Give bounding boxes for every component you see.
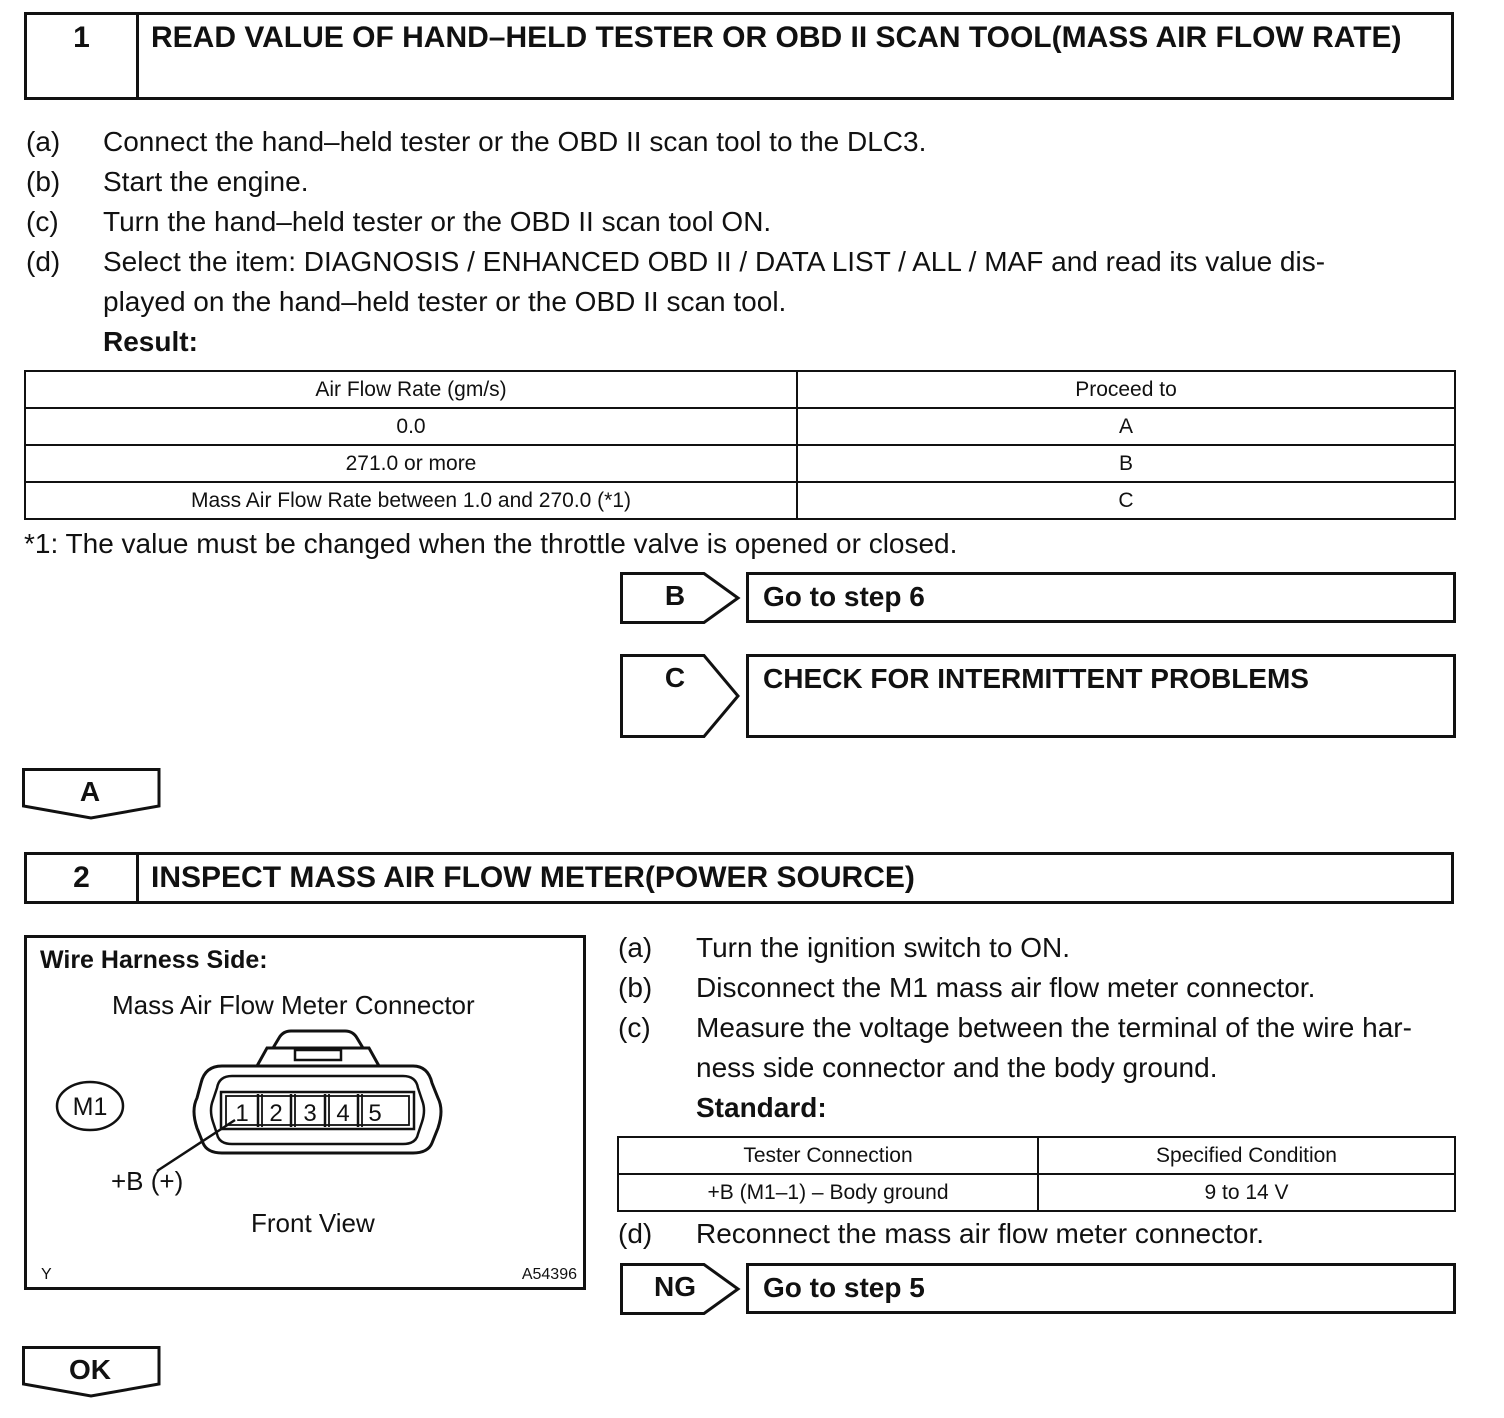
table-header-row: [618, 1137, 1455, 1174]
instruction-label: (d): [26, 246, 61, 277]
figure-corner-left: Y: [41, 1266, 52, 1283]
outcome-b-code: B: [664, 580, 686, 611]
instruction-text: Turn the hand–held tester or the OBD II scan tool ON.: [103, 206, 772, 237]
continue-ok-code[interactable]: OK: [69, 1354, 111, 1385]
instruction-label: (b): [618, 972, 653, 1003]
pin-function-label: +B (+): [111, 1166, 184, 1196]
instruction-label: (a): [618, 932, 653, 963]
table-cell: C: [797, 482, 1455, 519]
standard-label: Standard:: [696, 1092, 827, 1123]
instruction-text-continued: played on the hand–held tester or the OBD II scan tool.: [103, 286, 787, 317]
view-label: Front View: [251, 1208, 375, 1238]
outcome-ng-action[interactable]: Go to step 5: [746, 1263, 1456, 1314]
step2-number: 2: [27, 855, 139, 901]
standard-table: [617, 1136, 1456, 1212]
result-table: [24, 370, 1456, 520]
instruction-label: (d): [618, 1218, 653, 1249]
step1-number: 1: [27, 15, 139, 97]
step1-instruction-b: [26, 162, 1466, 202]
table-cell: +B (M1–1) – Body ground: [618, 1174, 1038, 1211]
step2-instruction-d: [618, 1214, 1468, 1254]
table-cell: 0.0: [25, 408, 797, 445]
figure-heading: Wire Harness Side:: [40, 946, 268, 974]
step1-instruction-d: [26, 242, 1476, 322]
step1-header: [24, 12, 1454, 100]
step1-instruction-a: [26, 122, 1466, 162]
continue-a-code[interactable]: A: [79, 776, 101, 807]
step2-instruction-a: [618, 928, 1468, 968]
footnote: *1: The value must be changed when the throttle valve is opened or closed.: [24, 528, 958, 559]
table-row: [25, 445, 1455, 482]
table-header-cell: Specified Condition: [1038, 1137, 1455, 1174]
result-label: Result:: [103, 326, 198, 357]
instruction-label: (a): [26, 126, 61, 157]
step2-title: INSPECT MASS AIR FLOW METER(POWER SOURCE): [151, 861, 915, 894]
connector-figure: [24, 935, 586, 1290]
instruction-text: Reconnect the mass air flow meter connector.: [696, 1218, 1265, 1249]
table-header-cell: Proceed to: [797, 371, 1455, 408]
instruction-text: Measure the voltage between the terminal of the wire har-: [696, 1012, 1412, 1043]
table-header-row: [25, 371, 1455, 408]
pin-label: 2: [269, 1100, 283, 1127]
outcome-c-code: C: [664, 662, 686, 693]
instruction-text: Turn the ignition switch to ON.: [696, 932, 1071, 963]
table-cell: 9 to 14 V: [1038, 1174, 1455, 1211]
table-cell: B: [797, 445, 1455, 482]
figure-code: A54396: [521, 1266, 577, 1283]
step1-instruction-c: [26, 202, 1466, 242]
outcome-b-action[interactable]: Go to step 6: [746, 572, 1456, 623]
instruction-text: Start the engine.: [103, 166, 309, 197]
outcome-c-action[interactable]: CHECK FOR INTERMITTENT PROBLEMS: [746, 654, 1456, 738]
table-row: [618, 1174, 1455, 1211]
pin-label: 1: [235, 1100, 249, 1127]
instruction-text: Select the item: DIAGNOSIS / ENHANCED OBD II / DATA LIST / ALL / MAF and read its value dis-: [103, 246, 1326, 277]
pin-label: 3: [303, 1100, 317, 1127]
step2-header: [24, 852, 1454, 904]
instruction-text: Disconnect the M1 mass air flow meter connector.: [696, 972, 1316, 1003]
figure-subtitle: Mass Air Flow Meter Connector: [112, 990, 475, 1020]
pin-label: 5: [368, 1100, 382, 1127]
outcome-ng-code: NG: [654, 1271, 696, 1302]
table-row: [25, 482, 1455, 519]
instruction-label: (c): [618, 1012, 651, 1043]
instruction-label: (b): [26, 166, 61, 197]
instruction-label: (c): [26, 206, 59, 237]
table-cell: Mass Air Flow Rate between 1.0 and 270.0 (*1): [25, 482, 797, 519]
instruction-text: Connect the hand–held tester or the OBD II scan tool to the DLC3.: [103, 126, 927, 157]
table-header-cell: Air Flow Rate (gm/s): [25, 371, 797, 408]
instruction-text-continued: ness side connector and the body ground.: [696, 1052, 1218, 1083]
table-header-cell: Tester Connection: [618, 1137, 1038, 1174]
table-cell: 271.0 or more: [25, 445, 797, 482]
table-row: [25, 408, 1455, 445]
pin-label: 4: [336, 1100, 350, 1127]
step2-instruction-b: [618, 968, 1468, 1008]
step2-instruction-c: [618, 1008, 1478, 1088]
connector-id: M1: [72, 1093, 108, 1121]
table-cell: A: [797, 408, 1455, 445]
step1-title: READ VALUE OF HAND–HELD TESTER OR OBD II SCAN TOOL(MASS AIR FLOW RATE): [151, 21, 1402, 54]
